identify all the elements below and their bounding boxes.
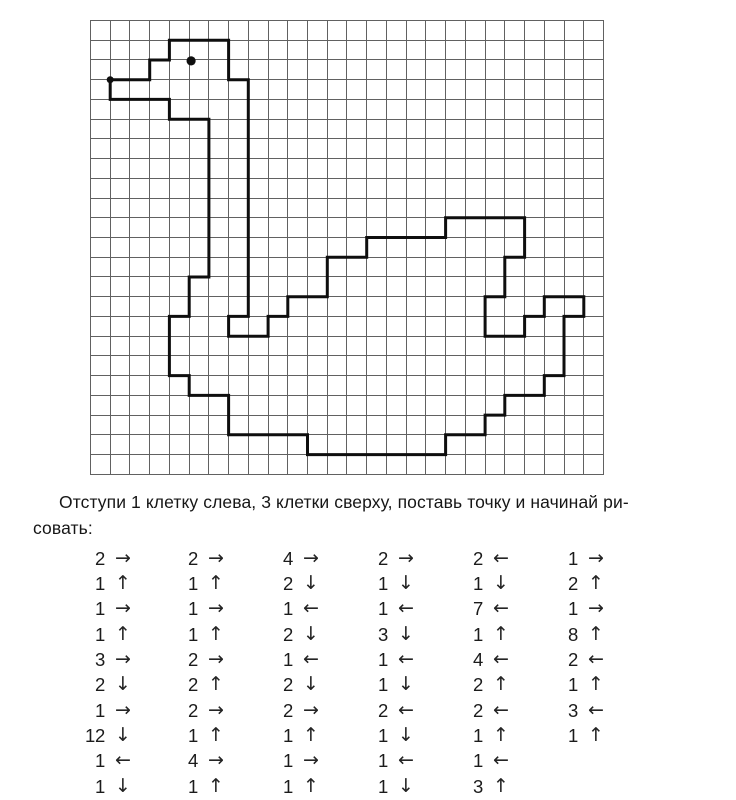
move-row xyxy=(251,571,329,596)
arrow-right-icon: → xyxy=(208,749,224,772)
move-row xyxy=(156,622,234,647)
move-count: 1 xyxy=(188,573,198,595)
move-count: 2 xyxy=(283,699,293,721)
instruction-line-2: совать: xyxy=(33,518,93,538)
move-count: 1 xyxy=(188,623,198,645)
move-row xyxy=(156,673,234,698)
move-row xyxy=(251,622,329,647)
arrow-right-icon: → xyxy=(303,546,319,569)
move-row xyxy=(251,673,329,698)
instruction-text xyxy=(33,489,730,541)
move-row xyxy=(251,698,329,723)
move-row xyxy=(156,571,234,596)
move-row xyxy=(536,673,614,698)
move-count: 3 xyxy=(95,649,105,671)
move-count: 2 xyxy=(473,674,483,696)
move-row xyxy=(63,774,141,799)
move-row xyxy=(346,571,424,596)
move-count: 2 xyxy=(188,699,198,721)
move-row xyxy=(346,698,424,723)
move-count: 12 xyxy=(85,725,105,747)
move-row xyxy=(441,774,519,799)
arrow-right-icon: → xyxy=(115,648,131,671)
move-row xyxy=(536,647,614,672)
arrow-right-icon: → xyxy=(208,648,224,671)
move-row xyxy=(63,698,141,723)
move-count: 1 xyxy=(568,598,578,620)
move-count: 1 xyxy=(473,725,483,747)
move-row xyxy=(156,749,234,774)
drawing-grid xyxy=(90,20,604,480)
move-row xyxy=(63,647,141,672)
move-count: 1 xyxy=(473,623,483,645)
move-count: 1 xyxy=(95,775,105,797)
move-count: 1 xyxy=(568,547,578,569)
arrow-up-icon: ↑ xyxy=(208,724,224,747)
move-row xyxy=(346,723,424,748)
move-count: 1 xyxy=(188,725,198,747)
move-row xyxy=(441,597,519,622)
move-count: 2 xyxy=(188,649,198,671)
arrow-left-icon: ← xyxy=(398,648,414,671)
arrow-right-icon: → xyxy=(115,597,131,620)
move-count: 1 xyxy=(378,598,388,620)
arrow-up-icon: ↑ xyxy=(493,724,509,747)
move-row xyxy=(441,571,519,596)
move-count: 4 xyxy=(473,649,483,671)
move-row xyxy=(251,723,329,748)
move-count: 1 xyxy=(283,725,293,747)
arrow-left-icon: ← xyxy=(588,648,604,671)
move-count: 2 xyxy=(378,547,388,569)
moves-column-3 xyxy=(251,546,329,799)
move-row xyxy=(63,571,141,596)
move-count: 2 xyxy=(568,573,578,595)
moves-column-4 xyxy=(346,546,424,799)
move-row xyxy=(346,749,424,774)
move-row xyxy=(441,622,519,647)
arrow-up-icon: ↑ xyxy=(588,673,604,696)
arrow-up-icon: ↑ xyxy=(493,673,509,696)
move-row xyxy=(156,774,234,799)
move-count: 2 xyxy=(95,547,105,569)
move-count: 3 xyxy=(473,775,483,797)
move-count: 2 xyxy=(473,547,483,569)
arrow-down-icon: ↓ xyxy=(303,622,319,645)
move-count: 1 xyxy=(378,750,388,772)
move-count: 1 xyxy=(283,750,293,772)
arrow-left-icon: ← xyxy=(303,597,319,620)
arrow-up-icon: ↑ xyxy=(303,774,319,797)
move-count: 1 xyxy=(473,573,483,595)
move-row xyxy=(346,774,424,799)
move-row xyxy=(441,673,519,698)
arrow-down-icon: ↓ xyxy=(303,673,319,696)
move-row xyxy=(156,698,234,723)
arrow-right-icon: → xyxy=(588,597,604,620)
move-row xyxy=(63,597,141,622)
arrow-right-icon: → xyxy=(115,698,131,721)
swan-eye-dot xyxy=(187,56,196,65)
arrow-left-icon: ← xyxy=(588,698,604,721)
arrow-down-icon: ↓ xyxy=(115,673,131,696)
arrow-up-icon: ↑ xyxy=(588,622,604,645)
move-count: 1 xyxy=(283,649,293,671)
move-row xyxy=(536,622,614,647)
arrow-left-icon: ← xyxy=(493,648,509,671)
arrow-down-icon: ↓ xyxy=(398,724,414,747)
arrow-right-icon: → xyxy=(303,698,319,721)
move-count: 7 xyxy=(473,598,483,620)
arrow-left-icon: ← xyxy=(303,648,319,671)
arrow-down-icon: ↓ xyxy=(398,774,414,797)
move-row xyxy=(251,546,329,571)
move-row xyxy=(63,622,141,647)
move-count: 4 xyxy=(283,547,293,569)
grid-svg xyxy=(90,20,604,475)
move-row xyxy=(63,723,141,748)
move-count: 2 xyxy=(283,573,293,595)
move-count: 1 xyxy=(95,573,105,595)
arrow-up-icon: ↑ xyxy=(303,724,319,747)
move-count: 2 xyxy=(283,674,293,696)
move-row xyxy=(346,546,424,571)
move-row xyxy=(346,647,424,672)
move-count: 2 xyxy=(378,699,388,721)
move-count: 1 xyxy=(188,598,198,620)
arrow-right-icon: → xyxy=(115,546,131,569)
move-row xyxy=(441,546,519,571)
move-row xyxy=(251,774,329,799)
move-row xyxy=(63,546,141,571)
move-row xyxy=(441,647,519,672)
arrow-up-icon: ↑ xyxy=(588,724,604,747)
arrow-up-icon: ↑ xyxy=(493,774,509,797)
arrow-up-icon: ↑ xyxy=(208,673,224,696)
move-row xyxy=(441,723,519,748)
move-count: 1 xyxy=(568,725,578,747)
arrow-up-icon: ↑ xyxy=(115,622,131,645)
moves-table xyxy=(0,546,736,800)
move-row xyxy=(536,597,614,622)
move-count: 2 xyxy=(95,674,105,696)
arrow-right-icon: → xyxy=(398,546,414,569)
move-count: 1 xyxy=(95,623,105,645)
arrow-up-icon: ↑ xyxy=(588,572,604,595)
arrow-right-icon: → xyxy=(588,546,604,569)
move-count: 3 xyxy=(378,623,388,645)
move-count: 1 xyxy=(378,649,388,671)
move-count: 2 xyxy=(188,674,198,696)
arrow-right-icon: → xyxy=(303,749,319,772)
arrow-left-icon: ← xyxy=(398,749,414,772)
move-count: 1 xyxy=(283,775,293,797)
arrow-right-icon: → xyxy=(208,546,224,569)
move-row xyxy=(63,673,141,698)
arrow-up-icon: ↑ xyxy=(493,622,509,645)
arrow-right-icon: → xyxy=(208,597,224,620)
move-row xyxy=(441,749,519,774)
move-row xyxy=(156,546,234,571)
arrow-down-icon: ↓ xyxy=(493,572,509,595)
move-row xyxy=(536,723,614,748)
start-point-dot xyxy=(107,76,114,83)
arrow-left-icon: ← xyxy=(493,597,509,620)
arrow-left-icon: ← xyxy=(493,749,509,772)
move-count: 8 xyxy=(568,623,578,645)
move-row xyxy=(536,698,614,723)
arrow-up-icon: ↑ xyxy=(208,572,224,595)
move-count: 2 xyxy=(283,623,293,645)
move-count: 1 xyxy=(568,674,578,696)
move-count: 2 xyxy=(188,547,198,569)
arrow-left-icon: ← xyxy=(398,597,414,620)
move-row xyxy=(156,647,234,672)
arrow-down-icon: ↓ xyxy=(398,673,414,696)
move-row xyxy=(441,698,519,723)
move-count: 1 xyxy=(95,699,105,721)
move-row xyxy=(156,723,234,748)
move-count: 1 xyxy=(378,674,388,696)
move-count: 1 xyxy=(188,775,198,797)
move-row xyxy=(63,749,141,774)
arrow-down-icon: ↓ xyxy=(398,622,414,645)
arrow-left-icon: ← xyxy=(115,749,131,772)
move-row xyxy=(346,622,424,647)
move-row xyxy=(251,597,329,622)
move-row xyxy=(346,597,424,622)
move-row xyxy=(536,546,614,571)
move-row xyxy=(251,749,329,774)
move-row xyxy=(536,571,614,596)
move-row xyxy=(156,597,234,622)
move-count: 1 xyxy=(95,598,105,620)
move-count: 1 xyxy=(95,750,105,772)
move-row xyxy=(346,673,424,698)
move-count: 1 xyxy=(473,750,483,772)
arrow-up-icon: ↑ xyxy=(208,622,224,645)
moves-column-5 xyxy=(441,546,519,799)
move-count: 1 xyxy=(283,598,293,620)
move-count: 1 xyxy=(378,573,388,595)
move-count: 4 xyxy=(188,750,198,772)
move-count: 3 xyxy=(568,699,578,721)
arrow-down-icon: ↓ xyxy=(115,774,131,797)
arrow-left-icon: ← xyxy=(493,698,509,721)
move-count: 1 xyxy=(378,775,388,797)
arrow-up-icon: ↑ xyxy=(208,774,224,797)
move-count: 1 xyxy=(378,725,388,747)
moves-column-6 xyxy=(536,546,614,749)
arrow-down-icon: ↓ xyxy=(303,572,319,595)
move-count: 2 xyxy=(473,699,483,721)
arrow-left-icon: ← xyxy=(398,698,414,721)
moves-column-2 xyxy=(156,546,234,799)
arrow-right-icon: → xyxy=(208,698,224,721)
move-row xyxy=(251,647,329,672)
arrow-left-icon: ← xyxy=(493,546,509,569)
arrow-down-icon: ↓ xyxy=(398,572,414,595)
arrow-up-icon: ↑ xyxy=(115,572,131,595)
arrow-down-icon: ↓ xyxy=(115,724,131,747)
move-count: 2 xyxy=(568,649,578,671)
moves-column-1 xyxy=(63,546,141,799)
instruction-line-1: Отступи 1 клетку слева, 3 клетки сверху, поставь точку и начинай ри- xyxy=(59,492,629,512)
